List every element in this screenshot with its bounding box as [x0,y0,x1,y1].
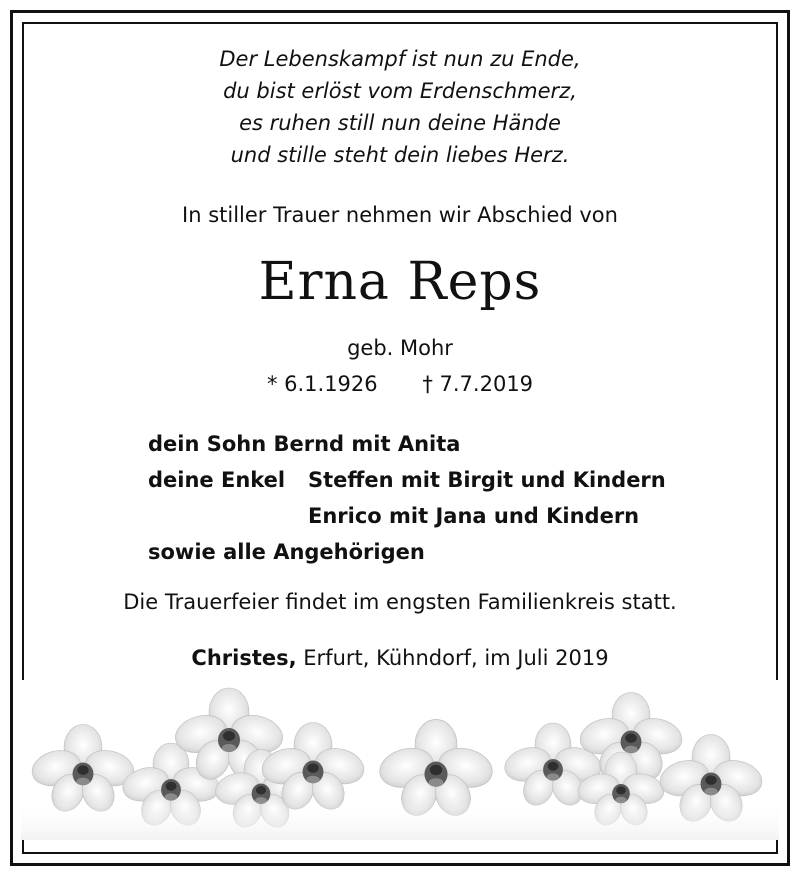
memorial-poem [0,43,800,171]
mourner-row [148,426,460,462]
place-and-date [0,646,800,670]
poem-line: du bist erlöst vom Erdenschmerz, [223,79,577,103]
mourner-row [148,462,666,498]
place-rest: Erfurt, Kühndorf, im Juli 2019 [296,646,609,670]
poem-line: es ruhen still nun deine Hände [239,111,561,135]
deceased-name: Erna Reps [258,252,542,312]
grandchild-entry: Enrico mit Jana und Kindern [308,504,640,528]
life-dates [0,372,800,396]
mourner-son: dein Sohn Bernd mit Anita [148,432,461,456]
place-main: Christes, [191,646,297,670]
maiden-name: geb. Mohr [347,336,453,360]
grandchildren-label: deine Enkel [148,468,286,492]
funeral-notice: Die Trauerfeier findet im engsten Familienkreis statt. [123,590,677,614]
mourner-others: sowie alle Angehörigen [148,540,425,564]
orchid-flowers-icon [21,680,779,840]
mourners-list [148,426,666,570]
poem-line: und stille steht dein liebes Herz. [230,143,570,167]
grandchild-entry: Steffen mit Birgit und Kindern [308,468,666,492]
birth-date: * 6.1.1926 [266,372,378,396]
intro-text: In stiller Trauer nehmen wir Abschied von [182,203,618,227]
mourner-row [148,498,640,534]
poem-line: Der Lebenskampf ist nun zu Ende, [219,47,581,71]
death-date: † 7.7.2019 [422,372,534,396]
mourner-row [148,534,460,570]
